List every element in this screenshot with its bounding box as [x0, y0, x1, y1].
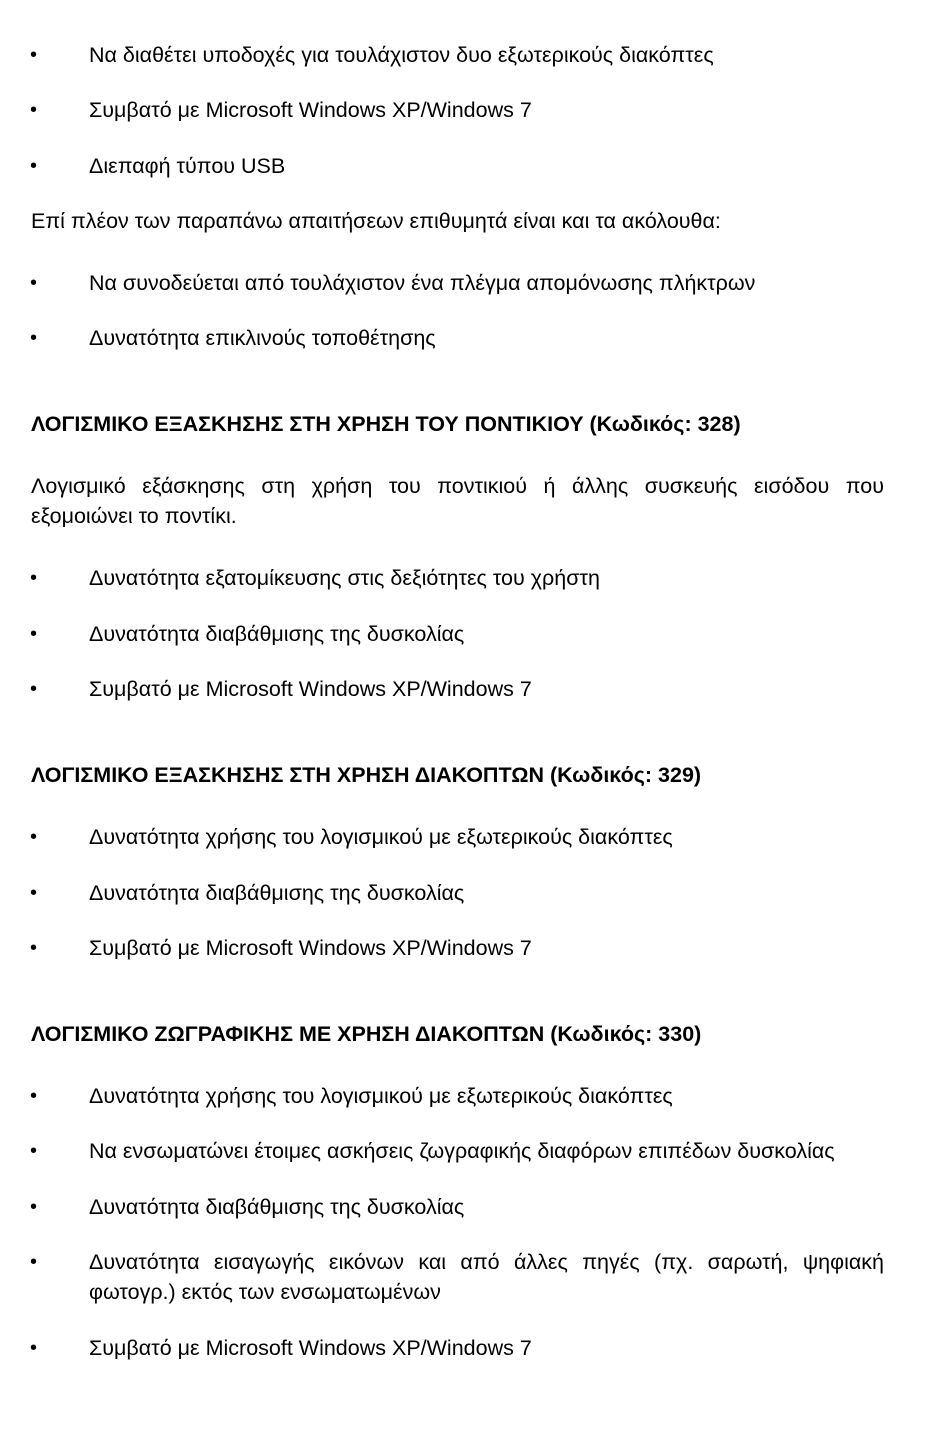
bullet-marker: •	[30, 99, 38, 121]
bullet-marker: •	[30, 1140, 38, 1162]
bullet-marker: •	[30, 937, 38, 959]
bullet-marker: •	[30, 44, 38, 66]
bullet-marker: •	[30, 678, 38, 700]
bullet-marker: •	[30, 567, 38, 589]
bullet-marker: •	[30, 272, 38, 294]
intro-paragraph: Επί πλέον των παραπάνω απαιτήσεων επιθυμητά είναι και τα ακόλουθα:	[31, 209, 721, 233]
section-heading-329: ΛΟΓΙΣΜΙΚΟ ΕΞΑΣΚΗΣΗΣ ΣΤΗ ΧΡΗΣΗ ΔΙΑΚΟΠΤΩΝ (Κωδικός: 329)	[31, 763, 702, 787]
bullet-marker: •	[30, 155, 38, 177]
list-item-text: Να διαθέτει υποδοχές για τουλάχιστον δυο εξωτερικούς διακόπτες	[89, 43, 714, 67]
bullet-marker: •	[30, 623, 38, 645]
bullet-marker: •	[30, 1251, 38, 1273]
list-item-text: Διεπαφή τύπου USB	[89, 154, 286, 178]
list-item-text: Δυνατότητα εξατομίκευσης στις δεξιότητες του χρήστη	[89, 566, 600, 590]
list-item-text: Δυνατότητα διαβάθμισης της δυσκολίας	[89, 1195, 465, 1219]
section-heading-328: ΛΟΓΙΣΜΙΚΟ ΕΞΑΣΚΗΣΗΣ ΣΤΗ ΧΡΗΣΗ ΤΟΥ ΠΟΝΤΙΚΙΟΥ (Κωδικός: 328)	[31, 412, 741, 436]
bullet-marker: •	[30, 1196, 38, 1218]
list-item-text: Συμβατό με Microsoft Windows XP/Windows 7	[89, 1336, 532, 1360]
list-item-text: Συμβατό με Microsoft Windows XP/Windows 7	[89, 98, 532, 122]
list-item-text: Δυνατότητα χρήσης του λογισμικού με εξωτερικούς διακόπτες	[89, 1084, 673, 1108]
section-description-328: Λογισμικό εξάσκησης στη χρήση του ποντικιού ή άλλης συσκευής εισόδου που εξομοιώνει το ποντίκι.	[31, 474, 884, 528]
section-heading-330: ΛΟΓΙΣΜΙΚΟ ΖΩΓΡΑΦΙΚΗΣ ΜΕ ΧΡΗΣΗ ΔΙΑΚΟΠΤΩΝ (Κωδικός: 330)	[31, 1022, 702, 1046]
list-item-text: Να ενσωματώνει έτοιμες ασκήσεις ζωγραφικής διαφόρων επιπέδων δυσκολίας	[89, 1139, 835, 1163]
list-item-text: Δυνατότητα εισαγωγής εικόνων και από άλλες πηγές (πχ. σαρωτή, ψηφιακή φωτογρ.) εκτός των ενσωματωμένων	[89, 1250, 884, 1304]
list-item-text: Δυνατότητα διαβάθμισης της δυσκολίας	[89, 881, 465, 905]
list-item-text: Συμβατό με Microsoft Windows XP/Windows 7	[89, 677, 532, 701]
list-item-text: Δυνατότητα χρήσης του λογισμικού με εξωτερικούς διακόπτες	[89, 825, 673, 849]
list-item-text: Δυνατότητα επικλινούς τοποθέτησης	[89, 326, 436, 350]
list-item-text: Δυνατότητα διαβάθμισης της δυσκολίας	[89, 622, 465, 646]
bullet-marker: •	[30, 327, 38, 349]
bullet-marker: •	[30, 1085, 38, 1107]
list-item-text: Συμβατό με Microsoft Windows XP/Windows 7	[89, 936, 532, 960]
list-item-text: Να συνοδεύεται από τουλάχιστον ένα πλέγμα απομόνωσης πλήκτρων	[89, 271, 756, 295]
bullet-marker: •	[30, 826, 38, 848]
bullet-marker: •	[30, 882, 38, 904]
bullet-marker: •	[30, 1337, 38, 1359]
